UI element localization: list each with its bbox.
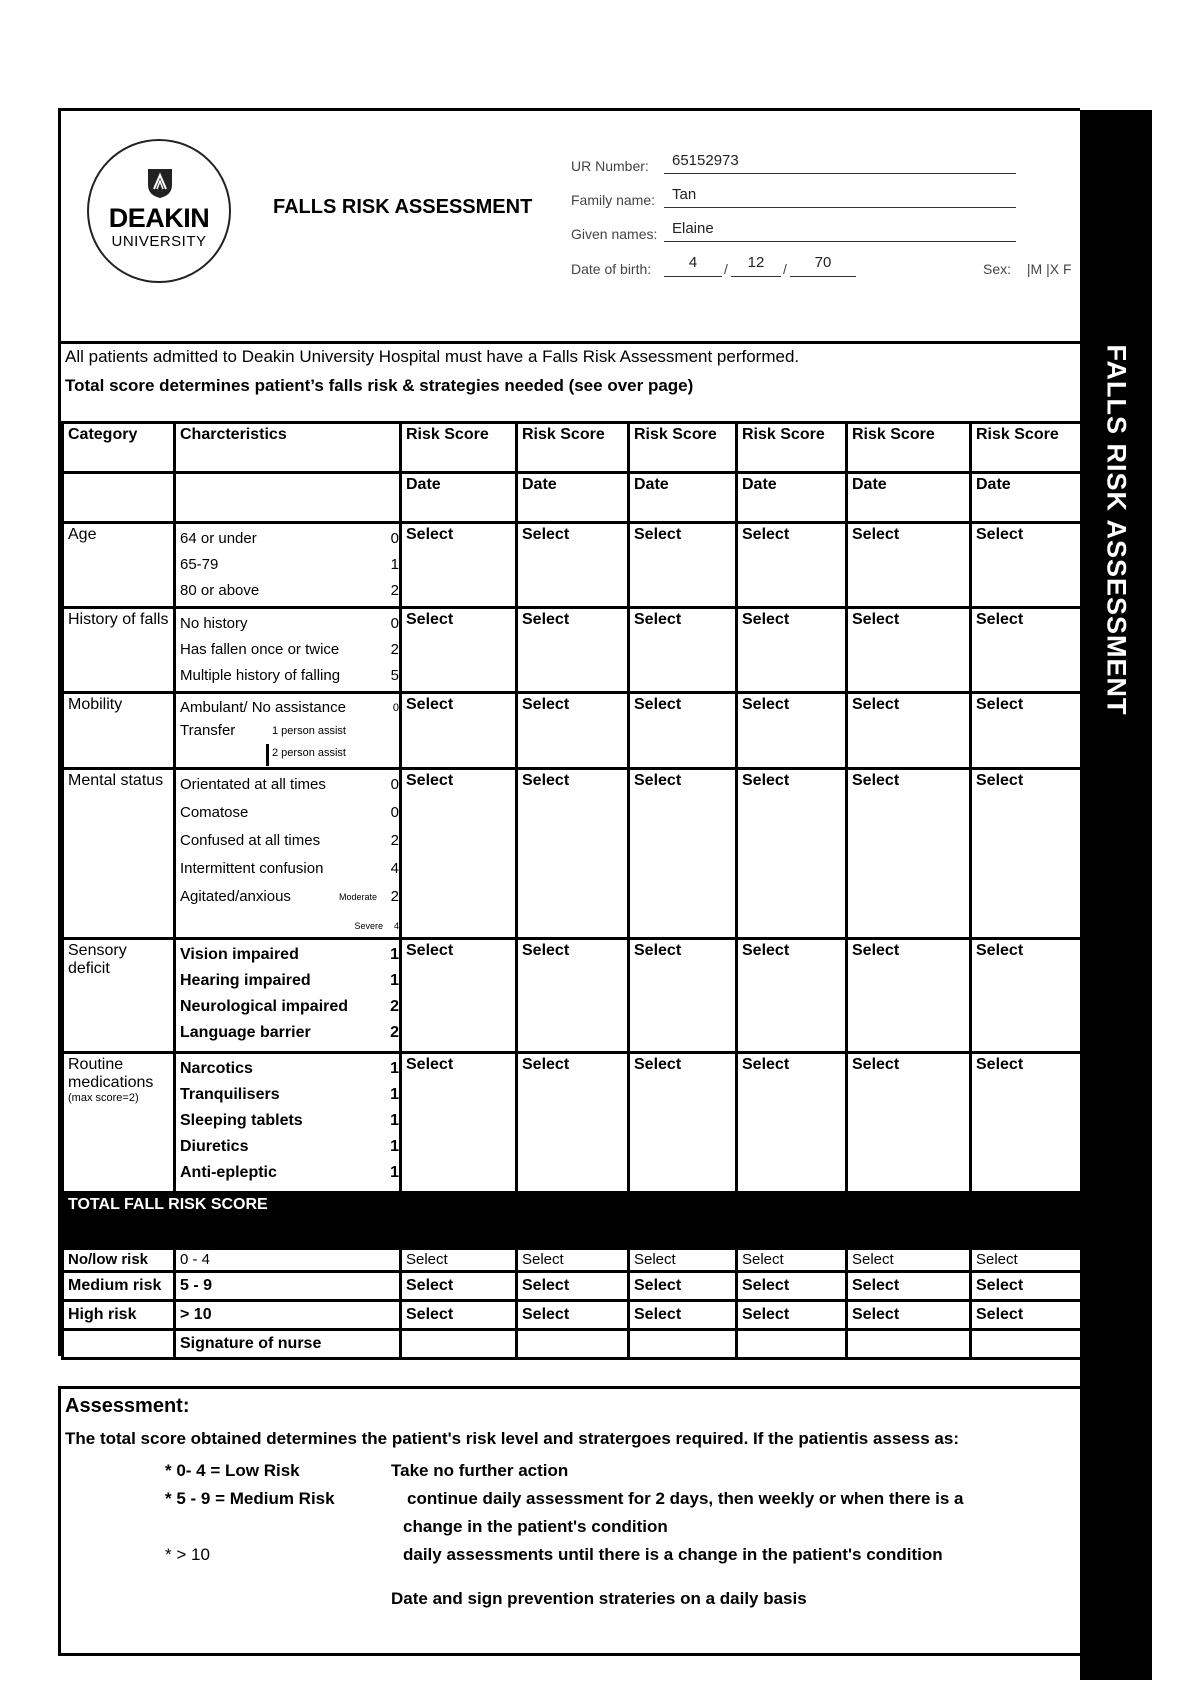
date-cell[interactable]: Date (971, 473, 1085, 523)
points: 1 (390, 556, 399, 573)
score-select[interactable]: Select (971, 693, 1085, 769)
risk-select[interactable]: Select (737, 1272, 847, 1301)
score-select[interactable]: Select (847, 1053, 971, 1193)
assessment-title: Assessment: (65, 1395, 190, 1417)
table-row (63, 693, 1085, 769)
table-row (63, 523, 1085, 608)
characteristic-label: Has fallen once or twice (180, 641, 340, 658)
risk-select[interactable]: Select (517, 1301, 629, 1330)
total-label: TOTAL FALL RISK SCORE (63, 1193, 1085, 1249)
sex-selector[interactable] (983, 261, 1072, 277)
signature-cell[interactable] (517, 1330, 629, 1359)
dob-month-field[interactable]: 12 (731, 254, 781, 277)
risk-select[interactable]: Select (847, 1301, 971, 1330)
characteristic-label: 65-79 (180, 556, 219, 573)
score-select[interactable]: Select (401, 523, 517, 608)
table-row (63, 608, 1085, 693)
points: 2 (390, 641, 399, 658)
col-risk-score: Risk Score (737, 423, 847, 473)
table-row (63, 1053, 1085, 1193)
category-cell: Sensory deficit (63, 939, 175, 1053)
risk-level-label: High risk (63, 1301, 175, 1330)
table-row (63, 939, 1085, 1053)
medium-risk-action: continue daily assessment for 2 days, then weekly or when there is a (407, 1489, 964, 1508)
score-select[interactable]: Select (847, 523, 971, 608)
signature-cell[interactable] (737, 1330, 847, 1359)
points: 0 (390, 615, 399, 632)
characteristics-cell (175, 693, 401, 769)
risk-select[interactable]: Select (629, 1249, 737, 1272)
characteristic-label: Vision impaired (180, 946, 299, 963)
score-select[interactable]: Select (401, 939, 517, 1053)
score-select[interactable]: Select (517, 769, 629, 939)
dob-label: Date of birth: (571, 261, 652, 277)
sub-option: Severe (354, 921, 383, 931)
characteristic-label: Hearing impaired (180, 972, 311, 989)
risk-select[interactable]: Select (629, 1272, 737, 1301)
characteristics-cell (175, 523, 401, 608)
date-cell[interactable]: Date (847, 473, 971, 523)
family-name-label: Family name: (571, 192, 656, 208)
dob-year-field[interactable]: 70 (790, 254, 856, 277)
score-select[interactable]: Select (401, 693, 517, 769)
assessment-box (58, 1386, 1080, 1656)
risk-level-label: Medium risk (63, 1272, 175, 1301)
date-row (63, 473, 1085, 523)
score-select[interactable]: Select (629, 939, 737, 1053)
category-cell: Mental status (63, 769, 175, 939)
characteristic-label: Orientated at all times (180, 776, 326, 793)
score-select[interactable]: Select (517, 608, 629, 693)
characteristic-label: Diuretics (180, 1138, 249, 1155)
sex-options[interactable]: |M |X F (1026, 261, 1072, 277)
col-characteristics: Charcteristics (175, 423, 401, 473)
risk-row-low (63, 1249, 1085, 1272)
risk-row-medium (63, 1272, 1085, 1301)
date-cell[interactable]: Date (629, 473, 737, 523)
sub-option: 1 person assist (272, 725, 346, 737)
assessment-intro: The total score obtained determines the patient's risk level and stratergoes required. If the patientis assess as: (65, 1429, 959, 1448)
score-select[interactable]: Select (971, 939, 1085, 1053)
dob-day-field[interactable]: 4 (664, 254, 722, 277)
date-cell[interactable]: Date (737, 473, 847, 523)
risk-select[interactable]: Select (517, 1249, 629, 1272)
characteristics-cell (175, 1053, 401, 1193)
characteristic-label: Comatose (180, 804, 249, 821)
characteristic-label: Multiple history of falling (180, 667, 341, 684)
sub-option: 2 person assist (272, 747, 346, 759)
falls-risk-form: DEAKIN UNIVERSITY FALLS RISK ASSESSMENT UR Number: 65152973 Family name: Tan Given names: Elaine Date of birth: 4 / 12 / 70 Sex: |M |X F All patients admitted to Deakin University Hospital must have a Falls Risk Assessment performed. Total score determines patient’s falls risk & strategies needed (see over page) Category Charcteristics Risk Score Risk Score Risk Score Risk Score Risk Score Risk Score Date Date Date Date Date Date Age 64 or under 0 65-79 1 80 or above 2 Select Select Select Select Select Select History of falls No history 0 Has fallen once or twice 2 Multiple history of falling 5 Select Select Select Select Select Select Mobility Ambulant/ No assistance 0 Transfer 1 person assist 2 person assist Select Select Select Select Select Select Mental status Orientated at all times 0 Comatose 0 Confused at all times 2 Intermittent confusion 4 Agitated/anxious Moderate 2 Severe 4 Select Select Select Select Select Select Sensory deficit Vision impaired 1 Hearing impaired 1 Neurological impaired 2 Language barrier 2 Select Select Select Select Select Select Routine medications (max score=2) Narcotics 1 Tranquilisers 1 Sleeping tablets 1 Diuretics 1 Anti-epleptic 1 Select Select Select Select Select Select TOTAL FALL RISK SCORE No/low risk 0 - 4 Select Select Select Select Select Select Medium risk 5 - 9 Select Select Select Select Select Select High risk > 10 Select Select Select Select Select Select Signature of nurse (58, 108, 1080, 1356)
points: 1 (390, 946, 399, 963)
score-select[interactable]: Select (517, 1053, 629, 1193)
date-cell[interactable]: Date (517, 473, 629, 523)
characteristic-label: No history (180, 615, 248, 632)
logo-line1: DEAKIN (108, 203, 210, 233)
score-select[interactable]: Select (517, 939, 629, 1053)
risk-select[interactable]: Select (971, 1272, 1085, 1301)
form-title: FALLS RISK ASSESSMENT (273, 196, 533, 218)
risk-select[interactable]: Select (401, 1301, 517, 1330)
crest-icon (146, 167, 174, 199)
score-select[interactable]: Select (517, 523, 629, 608)
given-names-label: Given names: (571, 226, 658, 242)
points: 0 (390, 530, 399, 547)
characteristic-label: Transfer (180, 722, 236, 739)
risk-select[interactable]: Select (737, 1249, 847, 1272)
risk-level-label: No/low risk (63, 1249, 175, 1272)
characteristic-label: Anti-epleptic (180, 1164, 277, 1181)
risk-select[interactable]: Select (737, 1301, 847, 1330)
family-name-field[interactable]: Tan (664, 186, 1016, 208)
risk-row-high (63, 1301, 1085, 1330)
given-names-field[interactable]: Elaine (664, 220, 1016, 242)
side-banner (1080, 110, 1152, 1680)
characteristic-label: Intermittent confusion (180, 860, 324, 877)
score-select[interactable]: Select (629, 769, 737, 939)
ur-label: UR Number: (571, 158, 649, 174)
score-select[interactable]: Select (517, 693, 629, 769)
sub-option: Moderate (338, 892, 377, 902)
points: 2 (390, 998, 399, 1015)
score-select[interactable]: Select (737, 939, 847, 1053)
risk-select[interactable]: Select (847, 1272, 971, 1301)
characteristic-label: 80 or above (180, 582, 260, 599)
characteristic-label: Confused at all times (180, 832, 321, 849)
category-note: (max score=2) (68, 1092, 139, 1104)
risk-select[interactable]: Select (847, 1249, 971, 1272)
score-select[interactable]: Select (629, 523, 737, 608)
header-row (63, 423, 1085, 473)
table-row (63, 769, 1085, 939)
col-risk-score: Risk Score (629, 423, 737, 473)
characteristics-cell (175, 608, 401, 693)
date-cell[interactable]: Date (401, 473, 517, 523)
col-risk-score: Risk Score (971, 423, 1085, 473)
category-cell (63, 1053, 175, 1193)
score-select[interactable]: Select (629, 608, 737, 693)
score-select[interactable]: Select (847, 769, 971, 939)
side-title: FALLS RISK ASSESSMENT (1101, 344, 1132, 716)
risk-select[interactable]: Select (401, 1249, 517, 1272)
deakin-logo (87, 139, 231, 283)
characteristics-cell (175, 769, 401, 939)
intro-line2: Total score determines patient’s falls risk & strategies needed (see over page) (65, 376, 694, 395)
risk-select[interactable]: Select (629, 1301, 737, 1330)
col-category: Category (63, 423, 175, 473)
col-risk-score: Risk Score (517, 423, 629, 473)
high-risk-action: daily assessments until there is a change in the patient's condition (403, 1545, 943, 1564)
score-select[interactable]: Select (971, 1053, 1085, 1193)
category-cell: History of falls (63, 608, 175, 693)
risk-range: 0 - 4 (175, 1249, 401, 1272)
risk-table (61, 421, 1086, 1360)
score-select[interactable]: Select (629, 1053, 737, 1193)
points: 1 (390, 1138, 399, 1155)
points: 1 (390, 1112, 399, 1129)
score-select[interactable]: Select (737, 608, 847, 693)
score-select[interactable]: Select (737, 693, 847, 769)
high-risk-label: * > 10 (165, 1545, 210, 1564)
risk-range: > 10 (175, 1301, 401, 1330)
signature-cell[interactable] (629, 1330, 737, 1359)
points: 2 (390, 832, 399, 849)
score-select[interactable]: Select (401, 769, 517, 939)
category-cell: Mobility (63, 693, 175, 769)
characteristics-cell (175, 939, 401, 1053)
score-select[interactable]: Select (737, 523, 847, 608)
characteristic-label: Agitated/anxious (180, 888, 291, 905)
score-select[interactable]: Select (401, 608, 517, 693)
characteristic-label: Language barrier (180, 1024, 311, 1041)
characteristic-label: Ambulant/ No assistance (180, 699, 346, 716)
score-select[interactable]: Select (401, 1053, 517, 1193)
assessment-footer: Date and sign prevention strateries on a daily basis (391, 1589, 807, 1608)
risk-select[interactable]: Select (401, 1272, 517, 1301)
points: 0 (390, 776, 399, 793)
signature-row (63, 1330, 1085, 1359)
risk-select[interactable]: Select (971, 1249, 1085, 1272)
category-label: Routine medications (68, 1056, 154, 1091)
col-risk-score: Risk Score (401, 423, 517, 473)
medium-risk-label: * 5 - 9 = Medium Risk (165, 1489, 335, 1508)
ur-number-field[interactable]: 65152973 (664, 152, 1016, 174)
score-select[interactable]: Select (847, 693, 971, 769)
low-risk-action: Take no further action (391, 1461, 569, 1480)
divider (61, 341, 1083, 344)
characteristic-label: Tranquilisers (180, 1086, 280, 1103)
signature-cell[interactable] (971, 1330, 1085, 1359)
characteristic-label: Sleeping tablets (180, 1112, 303, 1129)
category-cell: Age (63, 523, 175, 608)
characteristic-label: 64 or under (180, 530, 257, 547)
points: 1 (390, 1060, 399, 1077)
score-select[interactable]: Select (737, 1053, 847, 1193)
signature-label: Signature of nurse (175, 1330, 401, 1359)
signature-cell[interactable] (847, 1330, 971, 1359)
points: 2 (390, 582, 399, 599)
logo-line2: UNIVERSITY (111, 233, 207, 250)
characteristic-label: Neurological impaired (180, 998, 349, 1015)
points: 2 (390, 1024, 399, 1041)
medium-risk-action-cont: change in the patient's condition (403, 1517, 668, 1536)
risk-range: 5 - 9 (175, 1272, 401, 1301)
score-select[interactable]: Select (971, 608, 1085, 693)
points: 2 (390, 888, 399, 905)
points: 4 (390, 860, 399, 877)
score-select[interactable]: Select (737, 769, 847, 939)
sex-label: Sex: (983, 261, 1012, 277)
points: 4 (393, 921, 399, 931)
score-select[interactable]: Select (629, 693, 737, 769)
points: 1 (390, 972, 399, 989)
points: 5 (390, 667, 399, 684)
points: 1 (390, 1086, 399, 1103)
total-row (63, 1193, 1085, 1249)
risk-select[interactable]: Select (971, 1301, 1085, 1330)
points: 0 (392, 702, 399, 714)
intro-line1: All patients admitted to Deakin University Hospital must have a Falls Risk Assessment performed. (65, 347, 800, 366)
score-select[interactable]: Select (971, 523, 1085, 608)
score-select[interactable]: Select (847, 608, 971, 693)
score-select[interactable]: Select (971, 769, 1085, 939)
points: 1 (390, 1164, 399, 1181)
col-risk-score: Risk Score (847, 423, 971, 473)
points: 0 (390, 804, 399, 821)
score-select[interactable]: Select (847, 939, 971, 1053)
low-risk-label: * 0- 4 = Low Risk (165, 1461, 300, 1480)
signature-cell[interactable] (401, 1330, 517, 1359)
characteristic-label: Narcotics (180, 1060, 253, 1077)
risk-select[interactable]: Select (517, 1272, 629, 1301)
